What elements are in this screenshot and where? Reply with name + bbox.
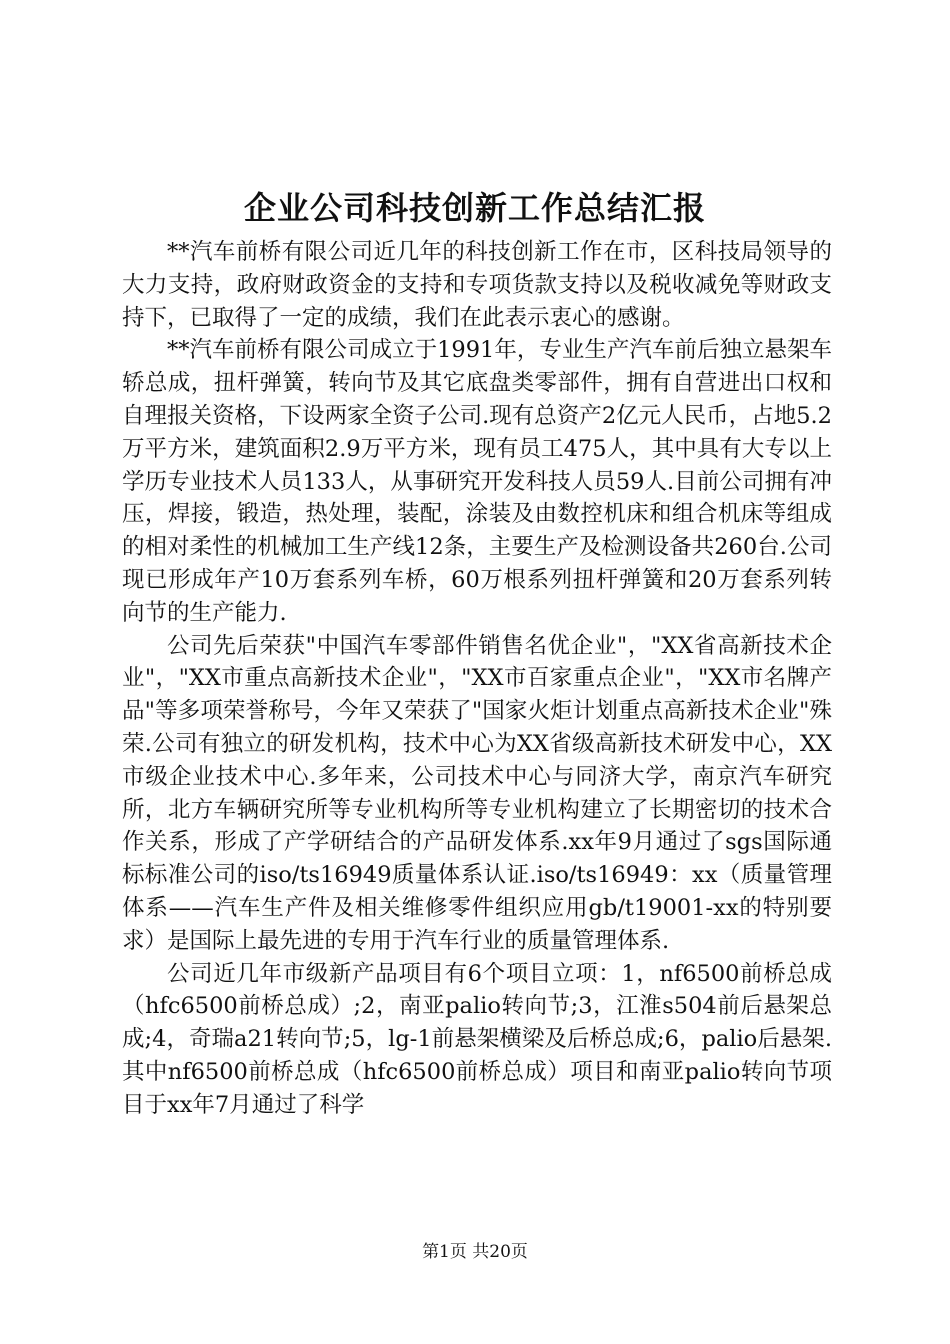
page-footer: 第1页 共20页 — [422, 1242, 528, 1262]
paragraph-honors: 公司先后荣获"中国汽车零部件销售名优企业"，"XX省高新技术企业"，"XX市重点高新技术企业"，"XX市百家重点企业"，"XX市名牌产品"等多项荣誉称号，今年又荣获了"国家火炬计划重点高新技术企业"殊荣.公司有独立的研发机构，技术中心为XX省级高新技术研发中心，XX市级企业技术中心.多年来，公司技术中心与同济大学，南京汽车研究所，北方车辆研究所等专业机构所等专业机构建立了长期密切的技术合作关系，形成了产学研结合的产品研发体系.xx年9月通过了sgs国际通标标准公司的iso/ts16949质量体系认证.iso/ts16949：xx（质量管理体系——汽车生产件及相关维修零件组织应用gb/t19001-xx的特别要求）是国际上最先进的专用于汽车行业的质量管理体系. — [122, 632, 832, 954]
document-title: 企业公司科技创新工作总结汇报 — [243, 189, 706, 227]
paragraph-projects: 公司近几年市级新产品项目有6个项目立项：1，nf6500前桥总成（hfc6500前桥总成）;2，南亚palio转向节;3，江淮s504前后悬架总成;4，奇瑞a21转向节;5，lg-1前悬架横梁及后桥总成;6，palio后悬架.其中nf6500前桥总成（hfc6500前桥总成）项目和南亚palio转向节项目于xx年7月通过了科学 — [122, 960, 832, 1118]
document-body — [122, 236, 832, 1122]
paragraph-intro: **汽车前桥有限公司近几年的科技创新工作在市，区科技局领导的大力支持，政府财政资金的支持和专项货款支持以及税收减免等财政支持下，已取得了一定的成绩，我们在此表示衷心的感谢。 — [122, 239, 832, 331]
paragraph-company-profile: **汽车前桥有限公司成立于1991年，专业生产汽车前后独立悬架车轿总成，扭杆弹簧，转向节及其它底盘类零部件，拥有自营进出口权和自理报关资格，下设两家全资子公司.现有总资产2亿元人民币，占地5.2万平方米，建筑面积2.9万平方米，现有员工475人，其中具有大专以上学历专业技术人员133人，从事研究开发科技人员59人.目前公司拥有冲压，焊接，锻造，热处理，装配，涂装及由数控机床和组合机床等组成的相对柔性的机械加工生产线12条，主要生产及检测设备共260台.公司现已形成年产10万套系列车桥，60万根系列扭杆弹簧和20万套系列转向节的生产能力. — [122, 337, 832, 626]
